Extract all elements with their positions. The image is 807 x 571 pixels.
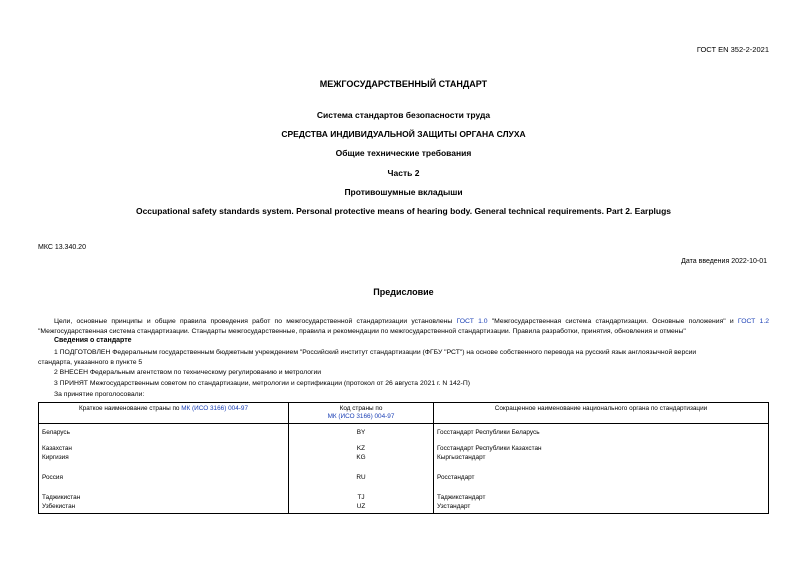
body-cell: Госстандарт Республики Беларусь xyxy=(434,424,769,444)
preface-paragraph xyxy=(38,317,769,337)
vote-intro: За принятие проголосовали: xyxy=(54,391,145,398)
code-cell: BY xyxy=(289,424,434,444)
preface-heading: Предисловие xyxy=(373,287,434,297)
header-code xyxy=(289,403,434,424)
header-code-text: Код страны по xyxy=(339,405,383,412)
voting-table xyxy=(38,402,769,514)
english-title: Occupational safety standards system. Personal protective means of hearing body. General technical requirements. Part 2. Earplugs xyxy=(135,206,672,216)
preface-text-a: Цели, основные принципы и общие правила проведения работ по межгосударственной стандартизации установлены xyxy=(54,318,457,325)
standard-subtitle: Общие технические требования xyxy=(335,148,472,158)
table-row xyxy=(39,503,769,514)
code-cell: KZ xyxy=(289,443,434,454)
standard-name: СРЕДСТВА ИНДИВИДУАЛЬНОЙ ЗАЩИТЫ ОРГАНА СЛУХА xyxy=(281,129,526,139)
country-cell: Казахстан xyxy=(39,443,289,454)
item-2: 2 ВНЕСЕН Федеральным агентством по техническому регулированию и метрологии xyxy=(54,369,322,376)
code-cell: KG xyxy=(289,454,434,474)
header-country-text: Краткое наименование страны по xyxy=(78,405,182,412)
system-title: Система стандартов безопасности труда xyxy=(316,110,491,120)
item-1-line-1: 1 ПОДГОТОВЛЕН Федеральным государственным бюджетным учреждением "Российский институт стандартизации (ФГБУ "РСТ") на основе собственного перевода на русский язык англоязычной версии xyxy=(54,349,697,356)
table-row xyxy=(39,494,769,503)
country-cell: Узбекистан xyxy=(39,503,289,514)
gost-1-2-link[interactable]: ГОСТ 1.2 xyxy=(737,318,769,325)
part-name: Противошумные вкладыши xyxy=(344,187,463,197)
item-3: 3 ПРИНЯТ Межгосударственным советом по стандартизации, метрологии и сертификации (протокол от 26 августа 2021 г. N 142-П) xyxy=(54,380,470,387)
mks-code: МКС 13.340.20 xyxy=(38,244,86,251)
code-cell: TJ xyxy=(289,494,434,503)
document-number: ГОСТ EN 352-2-2021 xyxy=(696,45,769,54)
country-cell: Киргизия xyxy=(39,454,289,474)
table-header-row xyxy=(39,403,769,424)
info-heading: Сведения о стандарте xyxy=(54,337,132,344)
part-number: Часть 2 xyxy=(387,168,420,178)
table-row xyxy=(39,474,769,494)
body-cell: Таджикстандарт xyxy=(434,494,769,503)
country-cell: Россия xyxy=(39,474,289,494)
table-row xyxy=(39,443,769,454)
mk-iso-link-col2[interactable]: МК (ИСО 3166) 004-97 xyxy=(327,413,395,420)
code-cell: UZ xyxy=(289,503,434,514)
header-country xyxy=(39,403,289,424)
item-1-line-2: стандарта, указанного в пункте 5 xyxy=(38,359,143,366)
body-cell: Росстандарт xyxy=(434,474,769,494)
gost-1-0-link[interactable]: ГОСТ 1.0 xyxy=(456,318,488,325)
table-row xyxy=(39,424,769,444)
body-cell: Узстандарт xyxy=(434,503,769,514)
header-body: Сокращенное наименование национального органа по стандартизации xyxy=(434,403,769,424)
country-cell: Таджикистан xyxy=(39,494,289,503)
mk-iso-link-col1[interactable]: МК (ИСО 3166) 004-97 xyxy=(181,405,249,412)
body-cell: Кыргызстандарт xyxy=(434,454,769,474)
code-cell: RU xyxy=(289,474,434,494)
preface-text-c: "Межгосударственная система стандартизации. Стандарты межгосударственные, правила и рекомендации по межгосударственной стандартизации. Правила разработки, принятия, обновления и отмены" xyxy=(38,328,686,335)
body-cell: Госстандарт Республики Казахстан xyxy=(434,443,769,454)
introduction-date: Дата введения 2022-10-01 xyxy=(681,258,767,265)
standard-type-heading: МЕЖГОСУДАРСТВЕННЫЙ СТАНДАРТ xyxy=(319,79,488,89)
preface-text-b: "Межгосударственная система стандартизации. Основные положения" и xyxy=(487,318,738,325)
country-cell: Беларусь xyxy=(39,424,289,444)
table-row xyxy=(39,454,769,474)
